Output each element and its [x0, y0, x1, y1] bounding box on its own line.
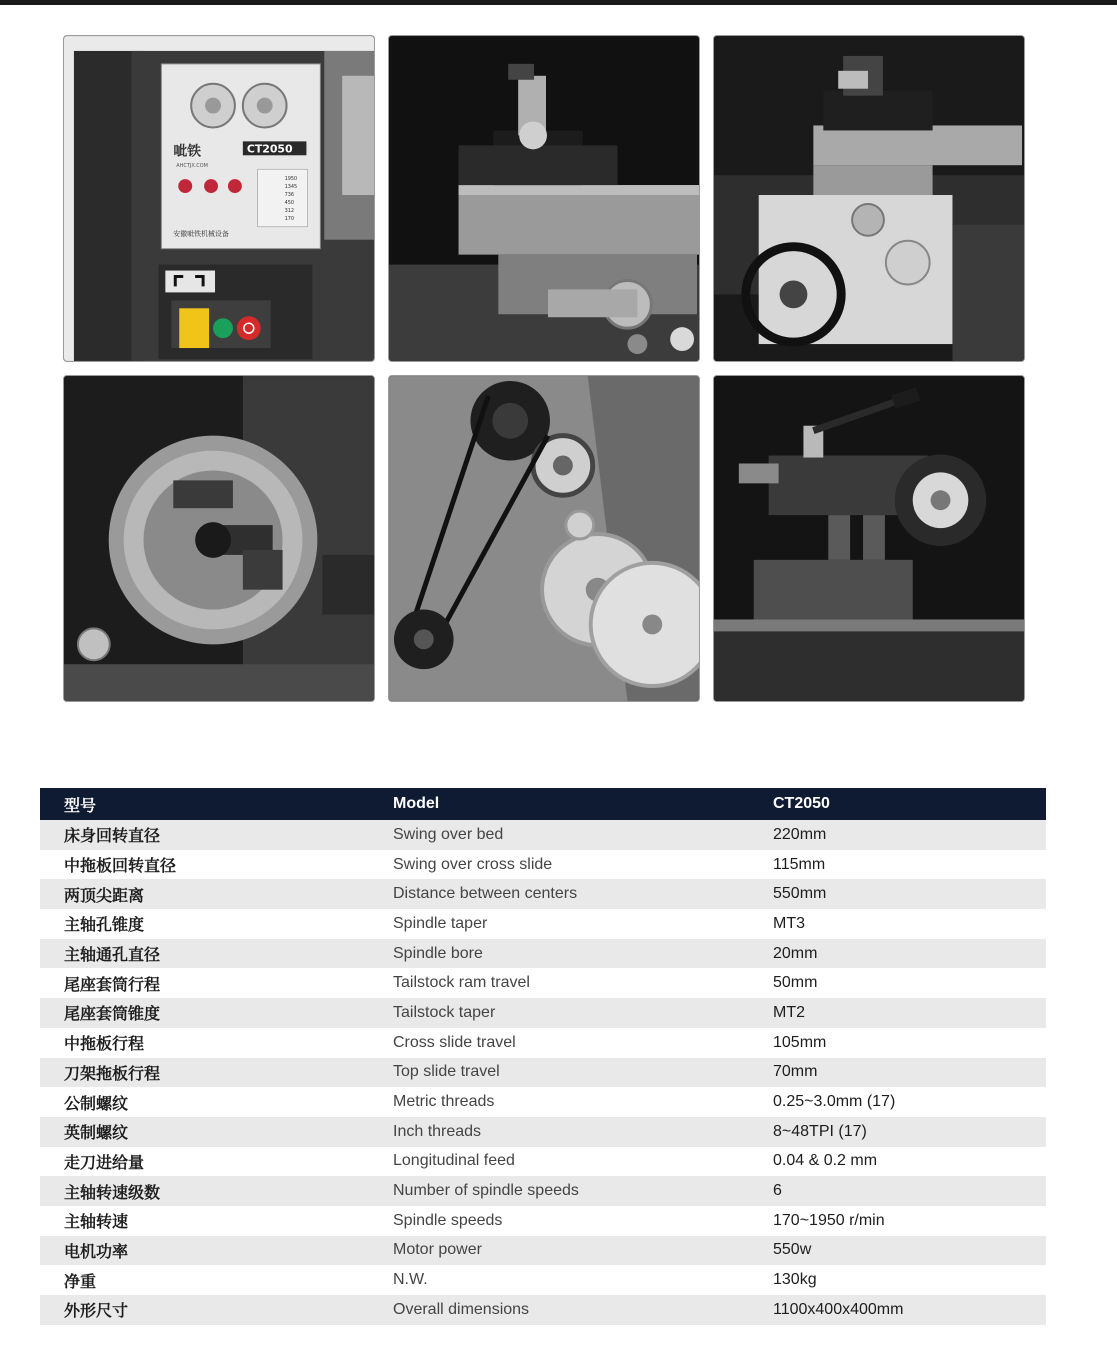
row-cn-label: 主轴孔锥度: [64, 917, 145, 935]
row-value: 8~48TPI (17): [773, 1122, 867, 1140]
row-value: 1100x400x400mm: [773, 1300, 904, 1318]
row-en-label: Number of spindle speeds: [393, 1182, 579, 1200]
top-border-bar: [0, 0, 1117, 5]
row-en-label: Spindle bore: [393, 944, 483, 962]
photo-apron-handwheel: [713, 35, 1025, 362]
row-cn-label: 走刀进给量: [64, 1154, 145, 1172]
table-row: [40, 1236, 1046, 1266]
row-cn-label: 英制螺纹: [64, 1125, 129, 1143]
tool-post-image: [389, 36, 699, 361]
row-value: 220mm: [773, 825, 827, 843]
row-value: 0.25~3.0mm (17): [773, 1093, 896, 1111]
row-value: 6: [773, 1182, 782, 1200]
row-value: MT2: [773, 1003, 805, 1021]
row-en-label: Metric threads: [393, 1093, 495, 1111]
row-cn-label: 公制螺纹: [64, 1095, 129, 1113]
row-cn-label: 中拖板回转直径: [64, 858, 177, 876]
table-row: [40, 850, 1046, 880]
table-row: [40, 968, 1046, 998]
row-en-label: Swing over cross slide: [393, 855, 553, 873]
row-en-label: Spindle taper: [393, 914, 488, 932]
row-en-label: N.W.: [393, 1271, 428, 1289]
row-en-label: Cross slide travel: [393, 1033, 516, 1051]
row-en-label: Swing over bed: [393, 825, 504, 843]
row-en-label: Tailstock ram travel: [393, 974, 530, 992]
row-cn-label: 尾座套筒行程: [64, 976, 161, 994]
header-cn-label: 型号: [64, 797, 97, 815]
row-en-label: Tailstock taper: [393, 1003, 496, 1021]
speed-4: 450: [284, 199, 295, 206]
chuck-image: [64, 376, 374, 701]
photo-tailstock: [713, 375, 1025, 702]
table-row: [40, 1206, 1046, 1236]
company-label: 安徽呲铁机械设备: [173, 229, 229, 238]
photo-gears-belt: [388, 375, 700, 702]
row-value: 550mm: [773, 885, 827, 903]
model-badge-label: CT2050: [246, 142, 293, 156]
brand-label: 呲铁: [173, 143, 202, 160]
row-value: 550w: [773, 1241, 812, 1259]
row-en-label: Top slide travel: [393, 1063, 500, 1081]
row-en-label: Inch threads: [393, 1122, 482, 1140]
table-row: [40, 1058, 1046, 1088]
row-value: 0.04 & 0.2 mm: [773, 1152, 878, 1170]
row-cn-label: 净重: [64, 1273, 97, 1291]
row-en-label: Distance between centers: [393, 885, 578, 903]
photo-tool-post: [388, 35, 700, 362]
row-cn-label: 中拖板行程: [64, 1036, 145, 1054]
table-row: [40, 1117, 1046, 1147]
row-cn-label: 两顶尖距离: [64, 887, 145, 905]
row-cn-label: 主轴转速级数: [64, 1184, 161, 1202]
header-model-value: CT2050: [773, 795, 830, 812]
photo-chuck: [63, 375, 375, 702]
row-cn-label: 外形尺寸: [64, 1303, 129, 1321]
speed-2: 1345: [284, 184, 298, 191]
gears-belt-image: [389, 376, 699, 701]
speed-3: 736: [284, 192, 295, 199]
row-value: 105mm: [773, 1033, 827, 1051]
spec-table-header: [40, 788, 1046, 820]
row-cn-label: 电机功率: [64, 1243, 129, 1261]
control-panel-image: [64, 36, 374, 361]
row-cn-label: 刀架拖板行程: [64, 1065, 161, 1083]
speed-6: 170: [284, 215, 295, 222]
apron-handwheel-image: [714, 36, 1024, 361]
row-value: 70mm: [773, 1063, 818, 1081]
spec-table: [40, 788, 1046, 1325]
tailstock-image: [714, 376, 1024, 701]
table-row: [40, 1028, 1046, 1058]
table-row: [40, 879, 1046, 909]
row-value: 170~1950 r/min: [773, 1211, 885, 1229]
table-row: [40, 1087, 1046, 1117]
table-row: [40, 998, 1046, 1028]
product-photo-grid: [63, 35, 1027, 703]
speed-5: 312: [284, 207, 295, 214]
row-value: MT3: [773, 914, 805, 932]
row-cn-label: 主轴通孔直径: [64, 947, 161, 965]
table-row: [40, 1147, 1046, 1177]
table-row: [40, 909, 1046, 939]
brand-url-label: AHCTJX.COM: [176, 163, 208, 170]
table-row: [40, 939, 1046, 969]
table-row: [40, 1265, 1046, 1295]
row-en-label: Overall dimensions: [393, 1300, 530, 1318]
table-row: [40, 1176, 1046, 1206]
table-row: [40, 820, 1046, 850]
header-en-label: Model: [393, 795, 440, 812]
row-value: 50mm: [773, 974, 818, 992]
row-cn-label: 主轴转速: [64, 1214, 129, 1232]
row-en-label: Motor power: [393, 1241, 482, 1259]
photo-control-panel: [63, 35, 375, 362]
row-value: 130kg: [773, 1271, 817, 1289]
table-row: [40, 1295, 1046, 1325]
row-en-label: Longitudinal feed: [393, 1152, 515, 1170]
row-value: 115mm: [773, 855, 826, 873]
speed-1: 1950: [284, 176, 298, 183]
row-en-label: Spindle speeds: [393, 1211, 503, 1229]
row-cn-label: 床身回转直径: [64, 828, 161, 846]
row-value: 20mm: [773, 944, 818, 962]
row-cn-label: 尾座套筒锥度: [64, 1006, 161, 1024]
